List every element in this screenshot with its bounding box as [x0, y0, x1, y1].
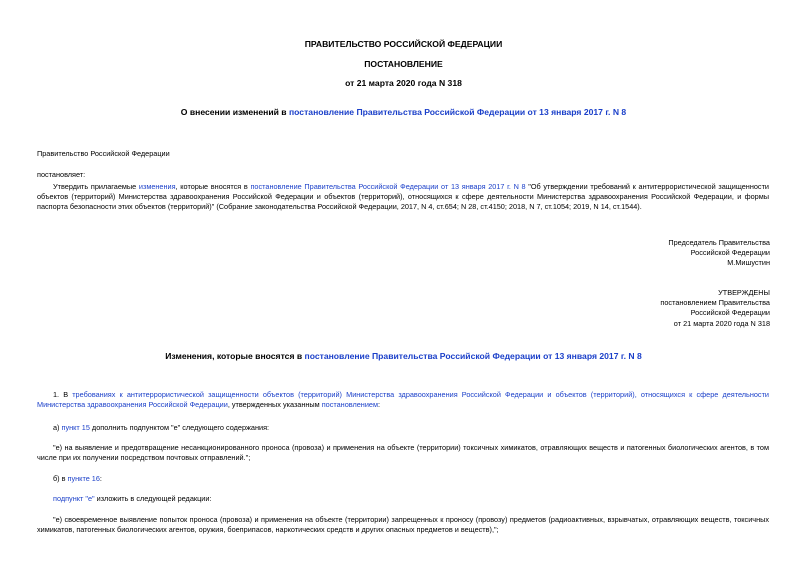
item-1-text-b: , утвержденных указанным: [227, 400, 322, 410]
main-paragraph-text-c: "Об утверждении требований к антитеррористической защищенности объектов (территорий) Министерства здравоохранения Российской Федерации и объектов (территорий), относящихся к сфере деятельности Министерства здравоохранения Российской Федерации, и формы паспорта безопасности этих объектов (территорий)" (Собрание законодательства Российской Федерации, 2017, N 4, ст.654; N 28, ст.4150; 2018, N 7, ст.1054; 2019, N 14, ст.1544).: [37, 182, 769, 212]
requirements-link[interactable]: требованиях к антитеррористической защищенности объектов (территорий) Министерства здравоохранения Российской Федерации и объектов (территорий), относящихся к сфере деятельности Министерства здравоохранения Российской Федерации: [37, 390, 769, 410]
point-15-link[interactable]: пункт 15: [61, 423, 90, 432]
item-b-sub: [37, 494, 769, 504]
changes-title-prefix: Изменения, которые вносятся в: [165, 351, 305, 361]
changes-link[interactable]: изменения: [138, 182, 176, 191]
item-b: [37, 474, 769, 484]
resolution-link[interactable]: постановление Правительства Российской Федерации от 13 января 2017 г. N 8: [250, 182, 526, 191]
document-title: [0, 106, 807, 118]
main-paragraph: [37, 182, 769, 213]
item-b-text-b: :: [99, 474, 102, 483]
document-date-number: от 21 марта 2020 года N 318: [345, 78, 462, 88]
item-1: [37, 390, 769, 410]
subpoint-e-link[interactable]: подпункт "е": [53, 494, 95, 503]
main-paragraph-text-b: , которые вносятся в: [175, 182, 251, 191]
issuer-text: Правительство Российской Федерации: [37, 149, 170, 158]
item-a-text-b: дополнить подпунктом "е" следующего содержания:: [89, 423, 270, 432]
resolution-ref-link[interactable]: постановлением: [321, 400, 378, 410]
signature-line-1: Председатель Правительства: [668, 238, 770, 247]
signature-line-2: Российской Федерации: [690, 248, 770, 258]
item-a: [37, 423, 769, 433]
item-b-text-a: б) в: [53, 474, 68, 483]
document-title-prefix: О внесении изменений в: [180, 107, 289, 117]
item-a-quote: "е) на выявление и предотвращение несанкционированного проноса (провоза) и применения на объекте (территории) токсичных химикатов, отравляющих веществ и патогенных биологических агентов, в том числе при их получении посредством почтовых отправлений.";: [37, 443, 769, 463]
approved-line-1: УТВЕРЖДЕНЫ: [718, 288, 770, 297]
item-a-text-a: а): [53, 423, 62, 432]
document-type: ПОСТАНОВЛЕНИЕ: [364, 59, 443, 69]
point-16-link[interactable]: пункте 16: [67, 474, 100, 483]
item-1-text-c: :: [377, 400, 381, 410]
approved-line-4: от 21 марта 2020 года N 318: [673, 318, 770, 328]
item-1-text-a: 1. В: [53, 390, 73, 399]
signature-line-3: М.Мишустин: [727, 258, 770, 268]
item-b-quote: "е) своевременное выявление попыток проноса (провоза) и применения на объекте (территории) запрещенных к проносу (провозу) предметов (радиоактивных, взрывчатых, отравляющих веществ, токсичных химикатов, патогенных биологических агентов, оружия, боеприпасов, наркотических средств и других опасных предметов и веществ),";: [37, 515, 769, 535]
changes-title-link[interactable]: постановление Правительства Российской Федерации от 13 января 2017 г. N 8: [304, 351, 642, 361]
approved-line-3: Российской Федерации: [690, 308, 770, 318]
approved-block: [470, 288, 770, 329]
changes-title: [0, 350, 807, 362]
document-title-link[interactable]: постановление Правительства Российской Федерации от 13 января 2017 г. N 8: [288, 107, 627, 117]
decides-text: постановляет:: [37, 170, 86, 179]
item-b-sub-text: изложить в следующей редакции:: [94, 494, 212, 503]
main-paragraph-text-a: Утвердить прилагаемые: [53, 182, 139, 191]
signature-block: [470, 238, 770, 269]
government-heading: ПРАВИТЕЛЬСТВО РОССИЙСКОЙ ФЕДЕРАЦИИ: [304, 39, 503, 49]
approved-line-2: постановлением Правительства: [660, 298, 770, 308]
